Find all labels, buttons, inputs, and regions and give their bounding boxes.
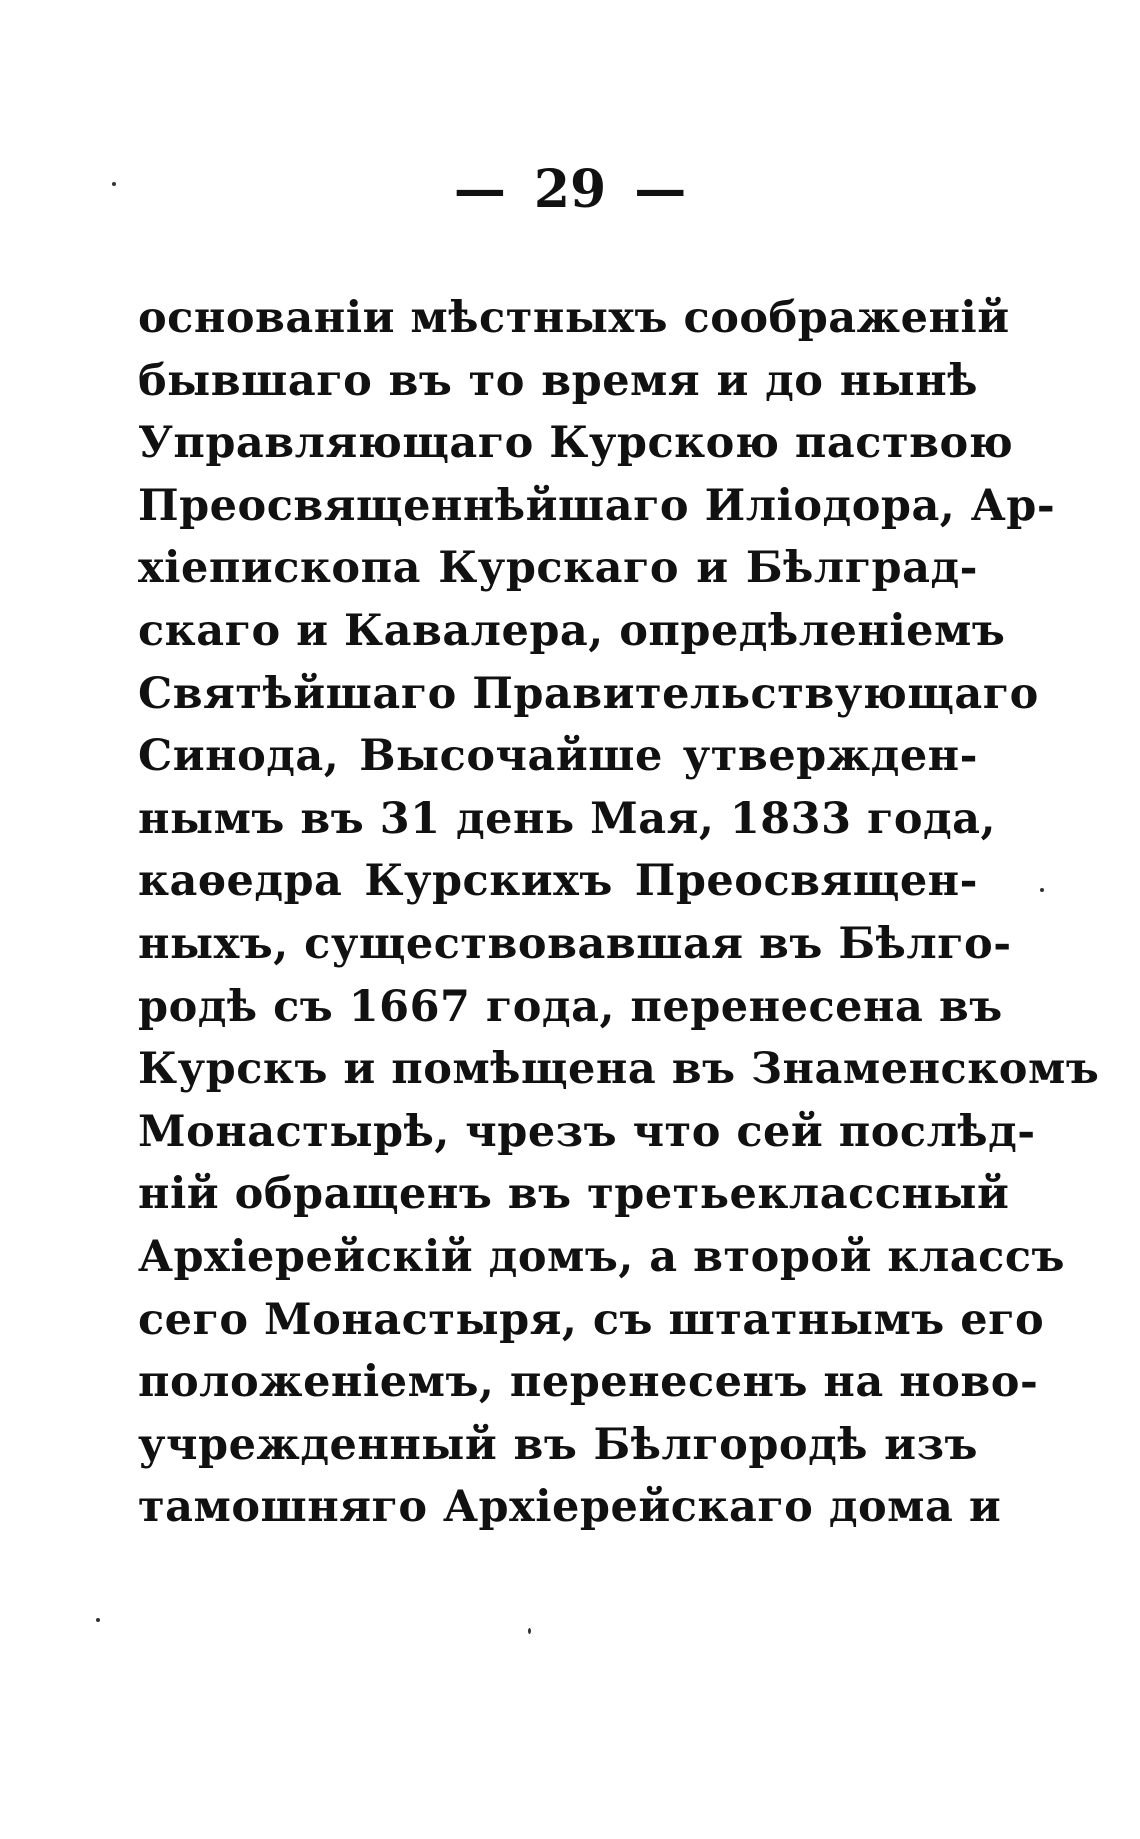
text-line: Монастырѣ, чрезъ что сей послѣд-: [138, 1106, 1036, 1157]
text-line: Архіерейскій домъ, а второй классъ: [138, 1231, 1066, 1282]
text-line: Управляющаго Курскою паствою: [138, 418, 1014, 469]
body-text: [138, 287, 1100, 1539]
text-line: сего Монастыря, съ штатнымъ его: [138, 1294, 1045, 1345]
text-line: тамошняго Архіерейскаго дома и: [138, 1482, 1002, 1533]
text-line: Курскъ и помѣщена въ Знаменскомъ: [138, 1044, 1100, 1095]
text-line: положеніемъ, перенесенъ на ново-: [138, 1357, 1039, 1408]
text-line: учрежденный въ Бѣлгородѣ изъ: [138, 1419, 978, 1470]
header-dash-left: —: [453, 159, 506, 220]
text-line: родѣ съ 1667 года, перенесена въ: [138, 981, 1003, 1032]
scan-speck: [112, 182, 116, 186]
text-line: Синода, Высочайше утвержден-: [138, 731, 978, 782]
text-line: нымъ въ 31 день Мая, 1833 года,: [138, 793, 997, 844]
scan-speck: [96, 1618, 100, 1622]
text-line: основаніи мѣстныхъ соображеній: [138, 293, 1010, 343]
scan-speck: [528, 1628, 531, 1634]
text-line: скаго и Кавалера, опредѣленіемъ: [138, 605, 1006, 656]
text-line: хіепископа Курскаго и Бѣлград-: [138, 543, 978, 594]
page-number-header: [0, 160, 1140, 220]
text-line: бывшаго въ то время и до нынѣ: [138, 355, 978, 406]
text-line: Преосвященнѣйшаго Иліодора, Ар-: [138, 480, 1056, 531]
text-line: ній обращенъ въ третьеклассный: [138, 1169, 1010, 1220]
text-line: ныхъ, существовавшая въ Бѣлго-: [138, 918, 1012, 969]
text-line: Святѣйшаго Правительствующаго: [138, 668, 1039, 719]
scan-speck: [1040, 888, 1044, 892]
page-number: 29: [533, 159, 607, 220]
header-dash-right: —: [634, 159, 687, 220]
text-line: каѳедра Курскихъ Преосвящен-: [138, 856, 978, 907]
